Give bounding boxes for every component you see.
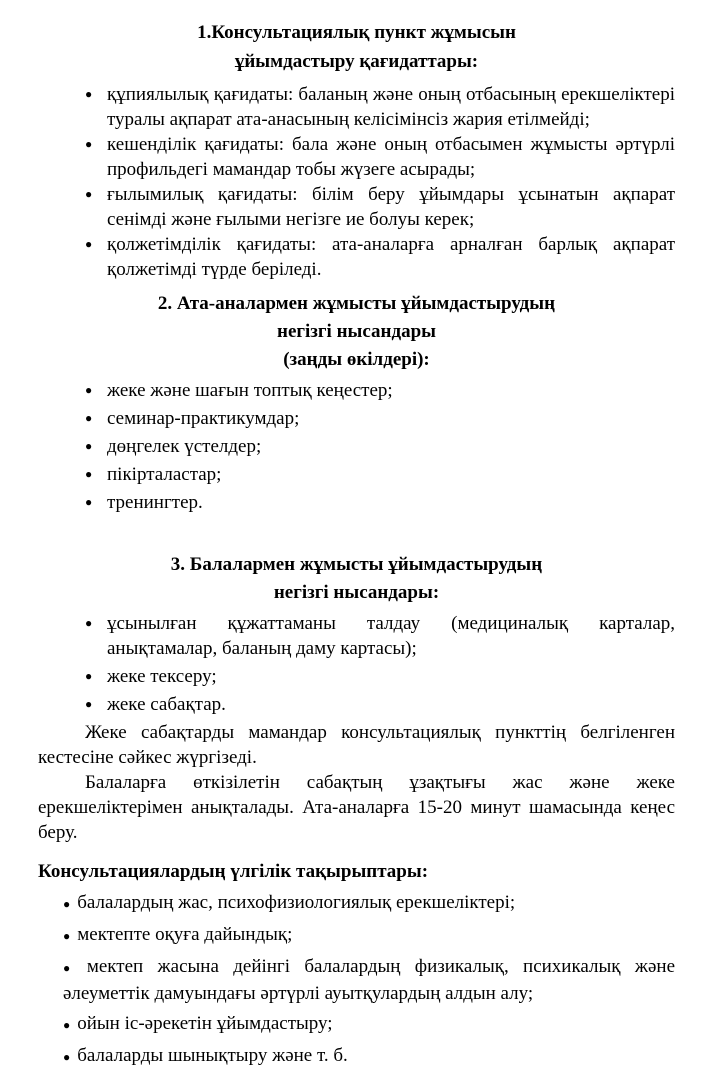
list-item — [85, 664, 675, 689]
heading-line: негізгі нысандары — [277, 321, 436, 342]
bullet-icon: ● — [85, 383, 93, 397]
paragraph: Жеке сабақтарды мамандар консультациялық пункттің белгіленген кестесіне сәйкес жүргізеді. — [38, 722, 675, 768]
bullet-icon: ● — [85, 697, 93, 711]
section-3-heading — [38, 551, 675, 607]
list-item — [85, 406, 675, 431]
bullet-icon: ● — [85, 669, 93, 683]
bullet-icon: ● — [85, 87, 93, 101]
list-item-text: ұсынылған құжаттаманы талдау (медициналық карталар, анықтамалар, баланың даму картасы); — [107, 613, 675, 659]
list-item — [85, 378, 675, 403]
bullet-icon: ● — [63, 897, 71, 911]
topic-text: балаларды шынықтыру және т. б. — [77, 1045, 348, 1066]
bullet-icon: ● — [85, 237, 93, 251]
heading-line: 1.Консультациялық пункт жұмысын — [197, 22, 516, 43]
list-item-text: жеке тексеру; — [107, 666, 217, 687]
heading-line: ұйымдастыру қағидаттары: — [234, 51, 479, 72]
topics-list — [38, 890, 675, 1070]
topic-text: ойын іс-әрекетін ұйымдастыру; — [77, 1013, 333, 1034]
topic-text: мектепте оқуға дайындық; — [77, 924, 293, 945]
topic-item — [63, 890, 675, 917]
list-item — [85, 692, 675, 717]
topic-text: балалардың жас, психофизиологиялық ерекшеліктері; — [77, 892, 516, 913]
heading-line: негізгі нысандары: — [273, 582, 440, 603]
list-item-text: жеке және шағын топтық кеңестер; — [107, 380, 393, 401]
list-item — [85, 232, 675, 282]
topic-item — [63, 954, 675, 1006]
paragraph: Балаларға өткізілетін сабақтың ұзақтығы жас және жеке ерекшеліктерімен анықталады. Ата-аналарға 15-20 минут шамасында кеңес беру. — [38, 772, 675, 843]
list-item-text: дөңгелек үстелдер; — [107, 436, 262, 457]
bullet-icon: ● — [63, 961, 80, 975]
bullet-icon: ● — [85, 495, 93, 509]
bullet-icon: ● — [85, 467, 93, 481]
heading-line: 2. Ата-аналармен жұмысты ұйымдастырудың — [157, 293, 556, 314]
list-item — [85, 82, 675, 132]
bullet-icon: ● — [63, 1050, 71, 1064]
topic-text: мектеп жасына дейінгі балалардың физикалық, психикалық және әлеуметтік дамуындағы әртүрлі ауытқулардың алдын алу; — [63, 956, 675, 1004]
list-item-text: жеке сабақтар. — [107, 694, 226, 715]
list-item-text: ғылымилық қағидаты: білім беру ұйымдары ұсынатын ақпарат сенімді және ғылыми негізге ие болуы керек; — [107, 184, 675, 230]
topics-heading: Консультациялардың үлгілік тақырыптары: — [38, 861, 429, 882]
list-item — [85, 132, 675, 182]
section-2-heading — [38, 290, 675, 374]
child-forms-list — [38, 611, 675, 717]
topic-item — [63, 1011, 675, 1038]
heading-line: (заңды өкілдері): — [283, 349, 430, 370]
topic-item — [63, 1043, 675, 1070]
topic-item — [63, 922, 675, 949]
section-1-heading — [38, 18, 675, 76]
bullet-icon: ● — [85, 411, 93, 425]
principles-list — [38, 82, 675, 282]
list-item — [85, 182, 675, 232]
list-item — [85, 434, 675, 459]
list-item-text: кешенділік қағидаты: бала және оның отбасымен жұмысты әртүрлі профильдегі мамандар тобы жүзеге асырады; — [107, 134, 675, 180]
heading-line: 3. Балалармен жұмысты ұйымдастырудың — [170, 554, 543, 575]
list-item-text: тренингтер. — [107, 492, 203, 513]
bullet-icon: ● — [85, 616, 93, 630]
list-item-text: семинар-практикумдар; — [107, 408, 300, 429]
bullet-icon: ● — [63, 1018, 71, 1032]
list-item — [85, 462, 675, 487]
list-item-text: қолжетімділік қағидаты: ата-аналарға арналған барлық ақпарат қолжетімді түрде беріледі. — [107, 234, 675, 280]
bullet-icon: ● — [85, 137, 93, 151]
list-item — [85, 611, 675, 661]
list-item-text: пікірталастар; — [107, 464, 222, 485]
bullet-icon: ● — [63, 929, 71, 943]
bullet-icon: ● — [85, 187, 93, 201]
parent-forms-list — [38, 378, 675, 515]
bullet-icon: ● — [85, 439, 93, 453]
list-item-text: құпиялылық қағидаты: баланың және оның отбасының ерекшеліктері туралы ақпарат ата-анасының келісімінсіз жария етілмейді; — [107, 84, 675, 130]
list-item — [85, 490, 675, 515]
